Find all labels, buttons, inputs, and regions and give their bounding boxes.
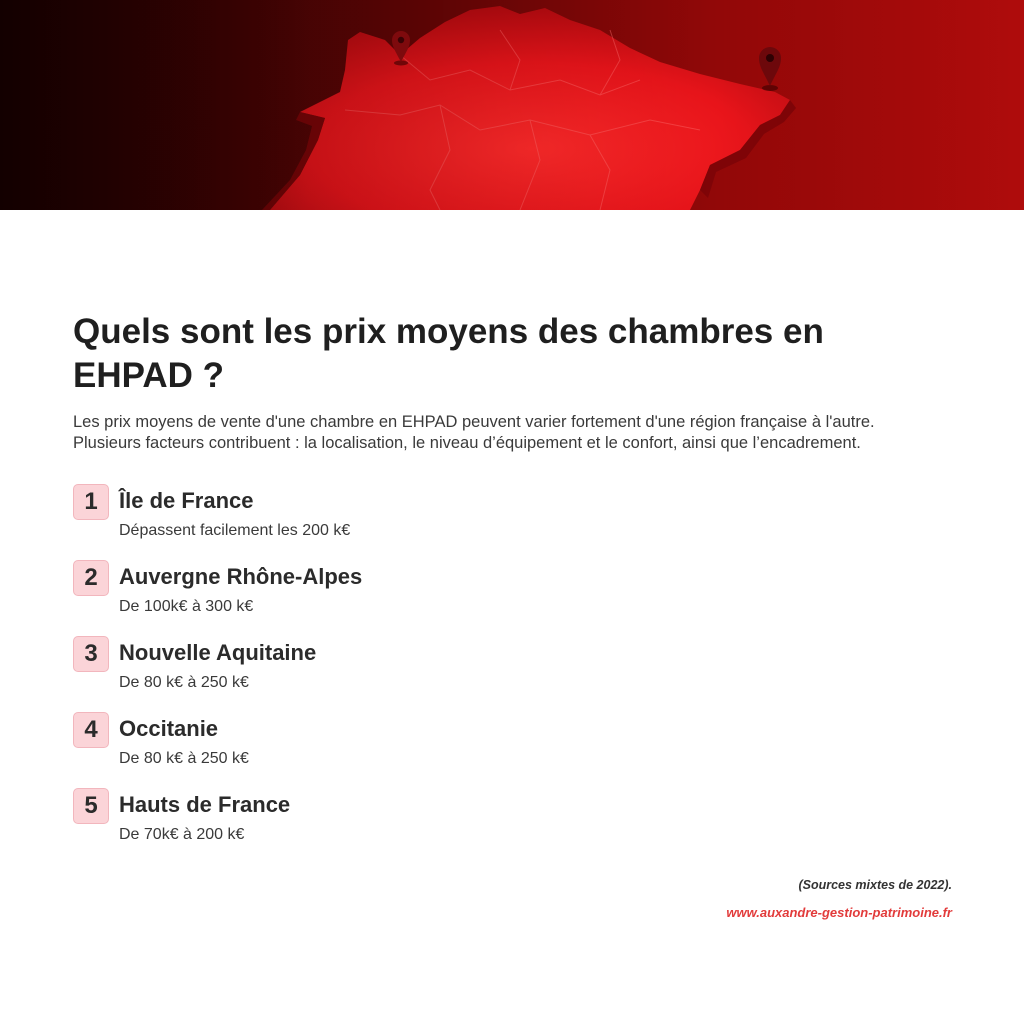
- intro-paragraph: Les prix moyens de vente d'une chambre en EHPAD peuvent varier fortement d'une région française à l'autre. Plusieurs facteurs contribuent : la localisation, le niveau d’équipement et le confort, ainsi que l’encadrement.: [73, 413, 875, 452]
- list-item: [73, 636, 773, 712]
- page-title: Quels sont les prix moyens des chambres en EHPAD ?: [73, 312, 824, 395]
- region-price: De 100k€ à 300 k€: [119, 598, 254, 615]
- rank-badge: 4: [73, 712, 109, 748]
- website-link[interactable]: www.auxandre-gestion-patrimoine.fr: [726, 905, 952, 920]
- region-price: De 80 k€ à 250 k€: [119, 674, 249, 691]
- region-name: Hauts de France: [119, 792, 291, 817]
- rank-badge: 1: [73, 484, 109, 520]
- rank-badge: 5: [73, 788, 109, 824]
- region-price: Dépassent facilement les 200 k€: [119, 522, 351, 539]
- region-name: Nouvelle Aquitaine: [119, 640, 317, 665]
- region-name: Auvergne Rhône-Alpes: [119, 564, 363, 589]
- rank-badge: 3: [73, 636, 109, 672]
- region-price: De 80 k€ à 250 k€: [119, 750, 249, 767]
- region-name: Île de France: [119, 488, 254, 513]
- region-list: [73, 484, 773, 864]
- region-price: De 70k€ à 200 k€: [119, 826, 245, 843]
- rank-badge: 2: [73, 560, 109, 596]
- hero-banner: [0, 0, 1024, 210]
- list-item: [73, 560, 773, 636]
- list-item: [73, 712, 773, 788]
- list-item: [73, 484, 773, 560]
- france-map-image: [0, 0, 1024, 210]
- region-name: Occitanie: [119, 716, 219, 741]
- list-item: [73, 788, 773, 864]
- sources-note: (Sources mixtes de 2022).: [798, 878, 952, 892]
